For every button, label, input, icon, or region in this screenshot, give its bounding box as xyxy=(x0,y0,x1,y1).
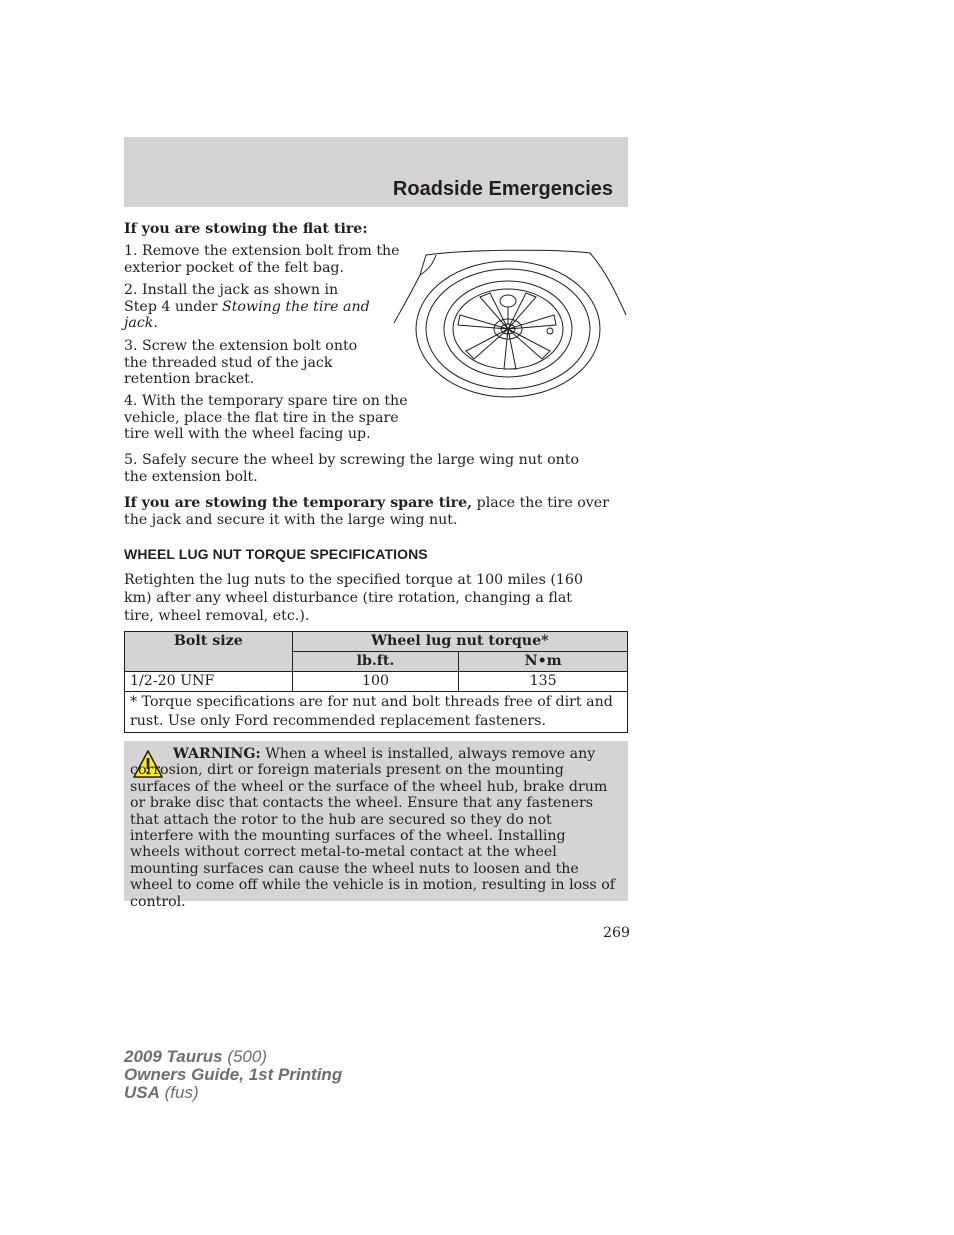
step-2: 2. Install the jack as shown in Step 4 under Stowing the tire and jack. xyxy=(124,282,370,331)
step-2-reference: Stowing the tire and jack xyxy=(124,298,370,331)
step-5: 5. Safely secure the wheel by screwing the large wing nut onto the extension bolt. xyxy=(124,452,579,485)
section-header-bar xyxy=(124,137,628,207)
torque-section-heading: WHEEL LUG NUT TORQUE SPECIFICATIONS xyxy=(124,546,428,562)
step-3: 3. Screw the extension bolt onto the threaded stud of the jack retention bracket. xyxy=(124,338,358,387)
section-title: Roadside Emergencies xyxy=(392,178,613,200)
torque-spec-table xyxy=(124,631,628,733)
spare-tire-well-illustration xyxy=(390,245,630,405)
warning-text: WARNING: When a wheel is installed, always remove any corrosion, dirt or foreign materials present on the mounting surfaces of the wheel or the surface of the wheel hub, brake drum or brake disc that contacts the wheel. Ensure that any fasteners that attach the rotor to the hub are secured so they do not interfere with the mounting surfaces of the wheel. Installing wheels without correct metal-to-metal contact at the wheel mounting surfaces can cause the wheel nuts to loosen and the wheel to come off while the vehicle is in motion, resulting in loss of control. xyxy=(130,746,616,910)
footer-line-3: USA (fus) xyxy=(124,1083,199,1102)
cell-bolt: 1/2-20 UNF xyxy=(125,672,293,692)
stowing-spare-paragraph: If you are stowing the temporary spare tire, place the tire over the jack and secure it with the large wing nut. xyxy=(124,495,609,528)
step-1: 1. Remove the extension bolt from the exterior pocket of the felt bag. xyxy=(124,243,400,276)
col-bolt-size: Bolt size xyxy=(125,632,293,672)
warning-label: WARNING: xyxy=(173,746,261,762)
warning-box xyxy=(124,741,628,910)
col-nm: N•m xyxy=(459,652,628,672)
table-footnote: * Torque specifications are for nut and bolt threads free of dirt and rust. Use only Ford recommended replacement fasteners. xyxy=(125,692,628,733)
cell-nm: 135 xyxy=(459,672,628,692)
table-row xyxy=(125,672,628,692)
wheel-spokes xyxy=(458,293,556,369)
torque-intro: Retighten the lug nuts to the specified torque at 100 miles (160 km) after any wheel disturbance (tire rotation, changing a flat tire, wheel removal, etc.). xyxy=(124,572,583,624)
cell-lbft: 100 xyxy=(292,672,459,692)
page-number: 269 xyxy=(603,925,631,941)
footer-line-2: Owners Guide, 1st Printing xyxy=(124,1065,343,1084)
col-torque: Wheel lug nut torque* xyxy=(292,632,627,652)
wing-nut xyxy=(500,295,516,307)
footer xyxy=(124,1048,342,1102)
table-header-row xyxy=(125,632,628,652)
step-4: 4. With the temporary spare tire on the vehicle, place the flat tire in the spare tire well with the wheel facing up. xyxy=(124,393,408,442)
footer-line-1: 2009 Taurus (500) xyxy=(124,1047,268,1066)
stowing-flat-lead: If you are stowing the flat tire: xyxy=(124,221,368,237)
col-lbft: lb.ft. xyxy=(292,652,459,672)
stowing-spare-lead: If you are stowing the temporary spare tire, xyxy=(124,495,473,511)
table-note-row xyxy=(125,692,628,733)
